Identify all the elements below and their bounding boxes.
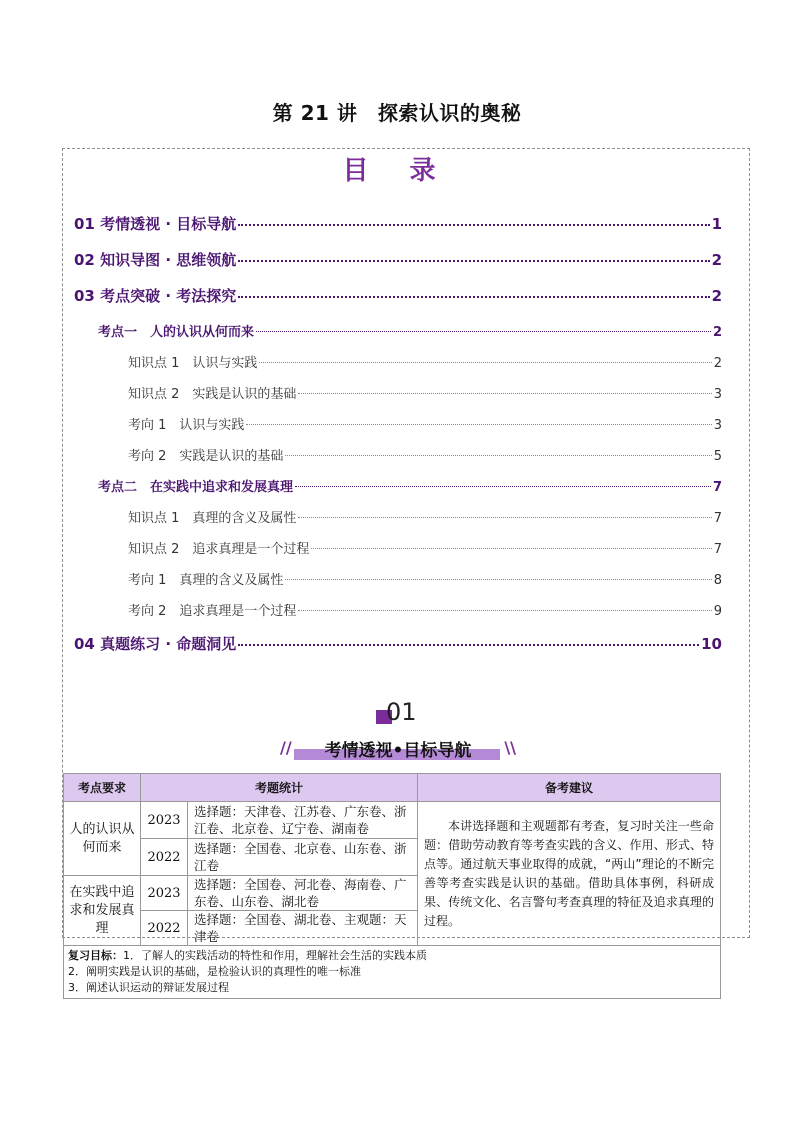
goal-item: 2．阐明实践是认识的基础，是检验认识的真理性的唯一标准 bbox=[68, 965, 361, 978]
toc-entry-page: 2 bbox=[711, 287, 722, 305]
toc-entry-page: 2 bbox=[711, 251, 722, 269]
toc-entry-text: 知识点 2 追求真理是一个过程 bbox=[128, 542, 310, 557]
toc-entry[interactable] bbox=[74, 249, 722, 270]
toc-entry[interactable] bbox=[74, 633, 722, 654]
toc-entry-page: 7 bbox=[713, 542, 722, 557]
stat-cell: 选择题：天津卷、江苏卷、广东卷、浙江卷、北京卷、辽宁卷、湖南卷 bbox=[188, 802, 418, 839]
toc-entry-page: 5 bbox=[713, 449, 722, 464]
toc-entry-page: 3 bbox=[713, 418, 722, 433]
toc-entry-text: 考向 2 追求真理是一个过程 bbox=[128, 604, 297, 619]
toc-entry-page: 9 bbox=[713, 604, 722, 619]
section-title: 考情透视•目标导航 bbox=[324, 741, 472, 761]
toc-entry-text: 知识点 1 认识与实践 bbox=[128, 356, 258, 371]
toc-heading: 目 录 bbox=[342, 156, 452, 186]
year-cell: 2022 bbox=[141, 839, 188, 876]
topic-cell: 在实践中追求和发展真理 bbox=[64, 876, 141, 946]
toc-entry-text: 考向 2 实践是认识的基础 bbox=[128, 449, 284, 464]
toc-entry[interactable] bbox=[128, 538, 722, 557]
toc-entry-text: 知识点 2 实践是认识的基础 bbox=[128, 387, 297, 402]
toc-entry-text: 02 知识导图 · 思维领航 bbox=[74, 251, 237, 269]
section-banner: // \\ 考情透视•目标导航 bbox=[280, 738, 516, 761]
toc-entry[interactable] bbox=[128, 600, 722, 619]
toc-entry-text: 03 考点突破 · 考法探究 bbox=[74, 287, 237, 305]
goal-item: 1．了解人的实践活动的特性和作用，理解社会生活的实践本质 bbox=[123, 949, 427, 962]
advice-cell: 本讲选择题和主观题都有考查，复习时关注一些命题：借助劳动教育等考查实践的含义、作用、形式、特点等。通过航天事业取得的成就，“两山”理论的不断完善等考查实践是认识的基础。借助具体事例，科研成果、传统文化、名言警句考查真理的特征及追求真理的过程。 bbox=[418, 802, 721, 946]
section-number: 01 bbox=[376, 698, 416, 728]
toc-entry-text: 01 考情透视 · 目标导航 bbox=[74, 215, 237, 233]
toc-entry-page: 1 bbox=[711, 215, 722, 233]
toc-entry[interactable] bbox=[98, 476, 722, 495]
toc-entry-text: 知识点 1 真理的含义及属性 bbox=[128, 511, 297, 526]
review-goals bbox=[64, 946, 721, 999]
year-cell: 2023 bbox=[141, 876, 188, 911]
toc-entry-text: 考向 1 真理的含义及属性 bbox=[128, 573, 284, 588]
toc-entry[interactable] bbox=[98, 321, 722, 340]
stat-cell: 选择题：全国卷、河北卷、海南卷、广东卷、山东卷、湖北卷 bbox=[188, 876, 418, 911]
toc-entry-page: 3 bbox=[713, 387, 722, 402]
toc-entry[interactable] bbox=[74, 213, 722, 234]
toc-entry-text: 考向 1 认识与实践 bbox=[128, 418, 245, 433]
toc-entry-text: 04 真题练习 · 命题洞见 bbox=[74, 635, 237, 653]
page-title: 第 21 讲 探索认识的奥秘 bbox=[272, 101, 522, 125]
header-advice: 备考建议 bbox=[418, 774, 721, 802]
toc-entry[interactable] bbox=[128, 569, 722, 588]
goal-item: 3．阐述认识运动的辩证发展过程 bbox=[68, 981, 229, 994]
toc-entry[interactable] bbox=[128, 414, 722, 433]
toc-entry-page: 7 bbox=[713, 511, 722, 526]
toc-entry[interactable] bbox=[74, 285, 722, 306]
toc-entry-text: 考点二 在实践中追求和发展真理 bbox=[98, 480, 294, 495]
toc-entry-page: 2 bbox=[713, 356, 722, 371]
header-requirements: 考点要求 bbox=[64, 774, 141, 802]
goals-label: 复习目标： bbox=[68, 949, 123, 962]
stat-cell: 选择题：全国卷、湖北卷、主观题：天津卷 bbox=[188, 911, 418, 946]
toc-entry-page: 10 bbox=[701, 635, 722, 653]
toc-entry-page: 7 bbox=[712, 480, 722, 495]
stat-cell: 选择题：全国卷、北京卷、山东卷、浙江卷 bbox=[188, 839, 418, 876]
toc-entry-page: 8 bbox=[713, 573, 722, 588]
topic-cell: 人的认识从何而来 bbox=[64, 802, 141, 876]
header-statistics: 考题统计 bbox=[141, 774, 418, 802]
toc-entry[interactable] bbox=[128, 445, 722, 464]
year-cell: 2022 bbox=[141, 911, 188, 946]
exam-table bbox=[63, 773, 721, 999]
toc-entry[interactable] bbox=[128, 507, 722, 526]
toc-entry[interactable] bbox=[128, 383, 722, 402]
year-cell: 2023 bbox=[141, 802, 188, 839]
toc-entry-text: 考点一 人的认识从何而来 bbox=[98, 325, 255, 340]
toc-entry[interactable] bbox=[128, 352, 722, 371]
toc-entry-page: 2 bbox=[712, 325, 722, 340]
